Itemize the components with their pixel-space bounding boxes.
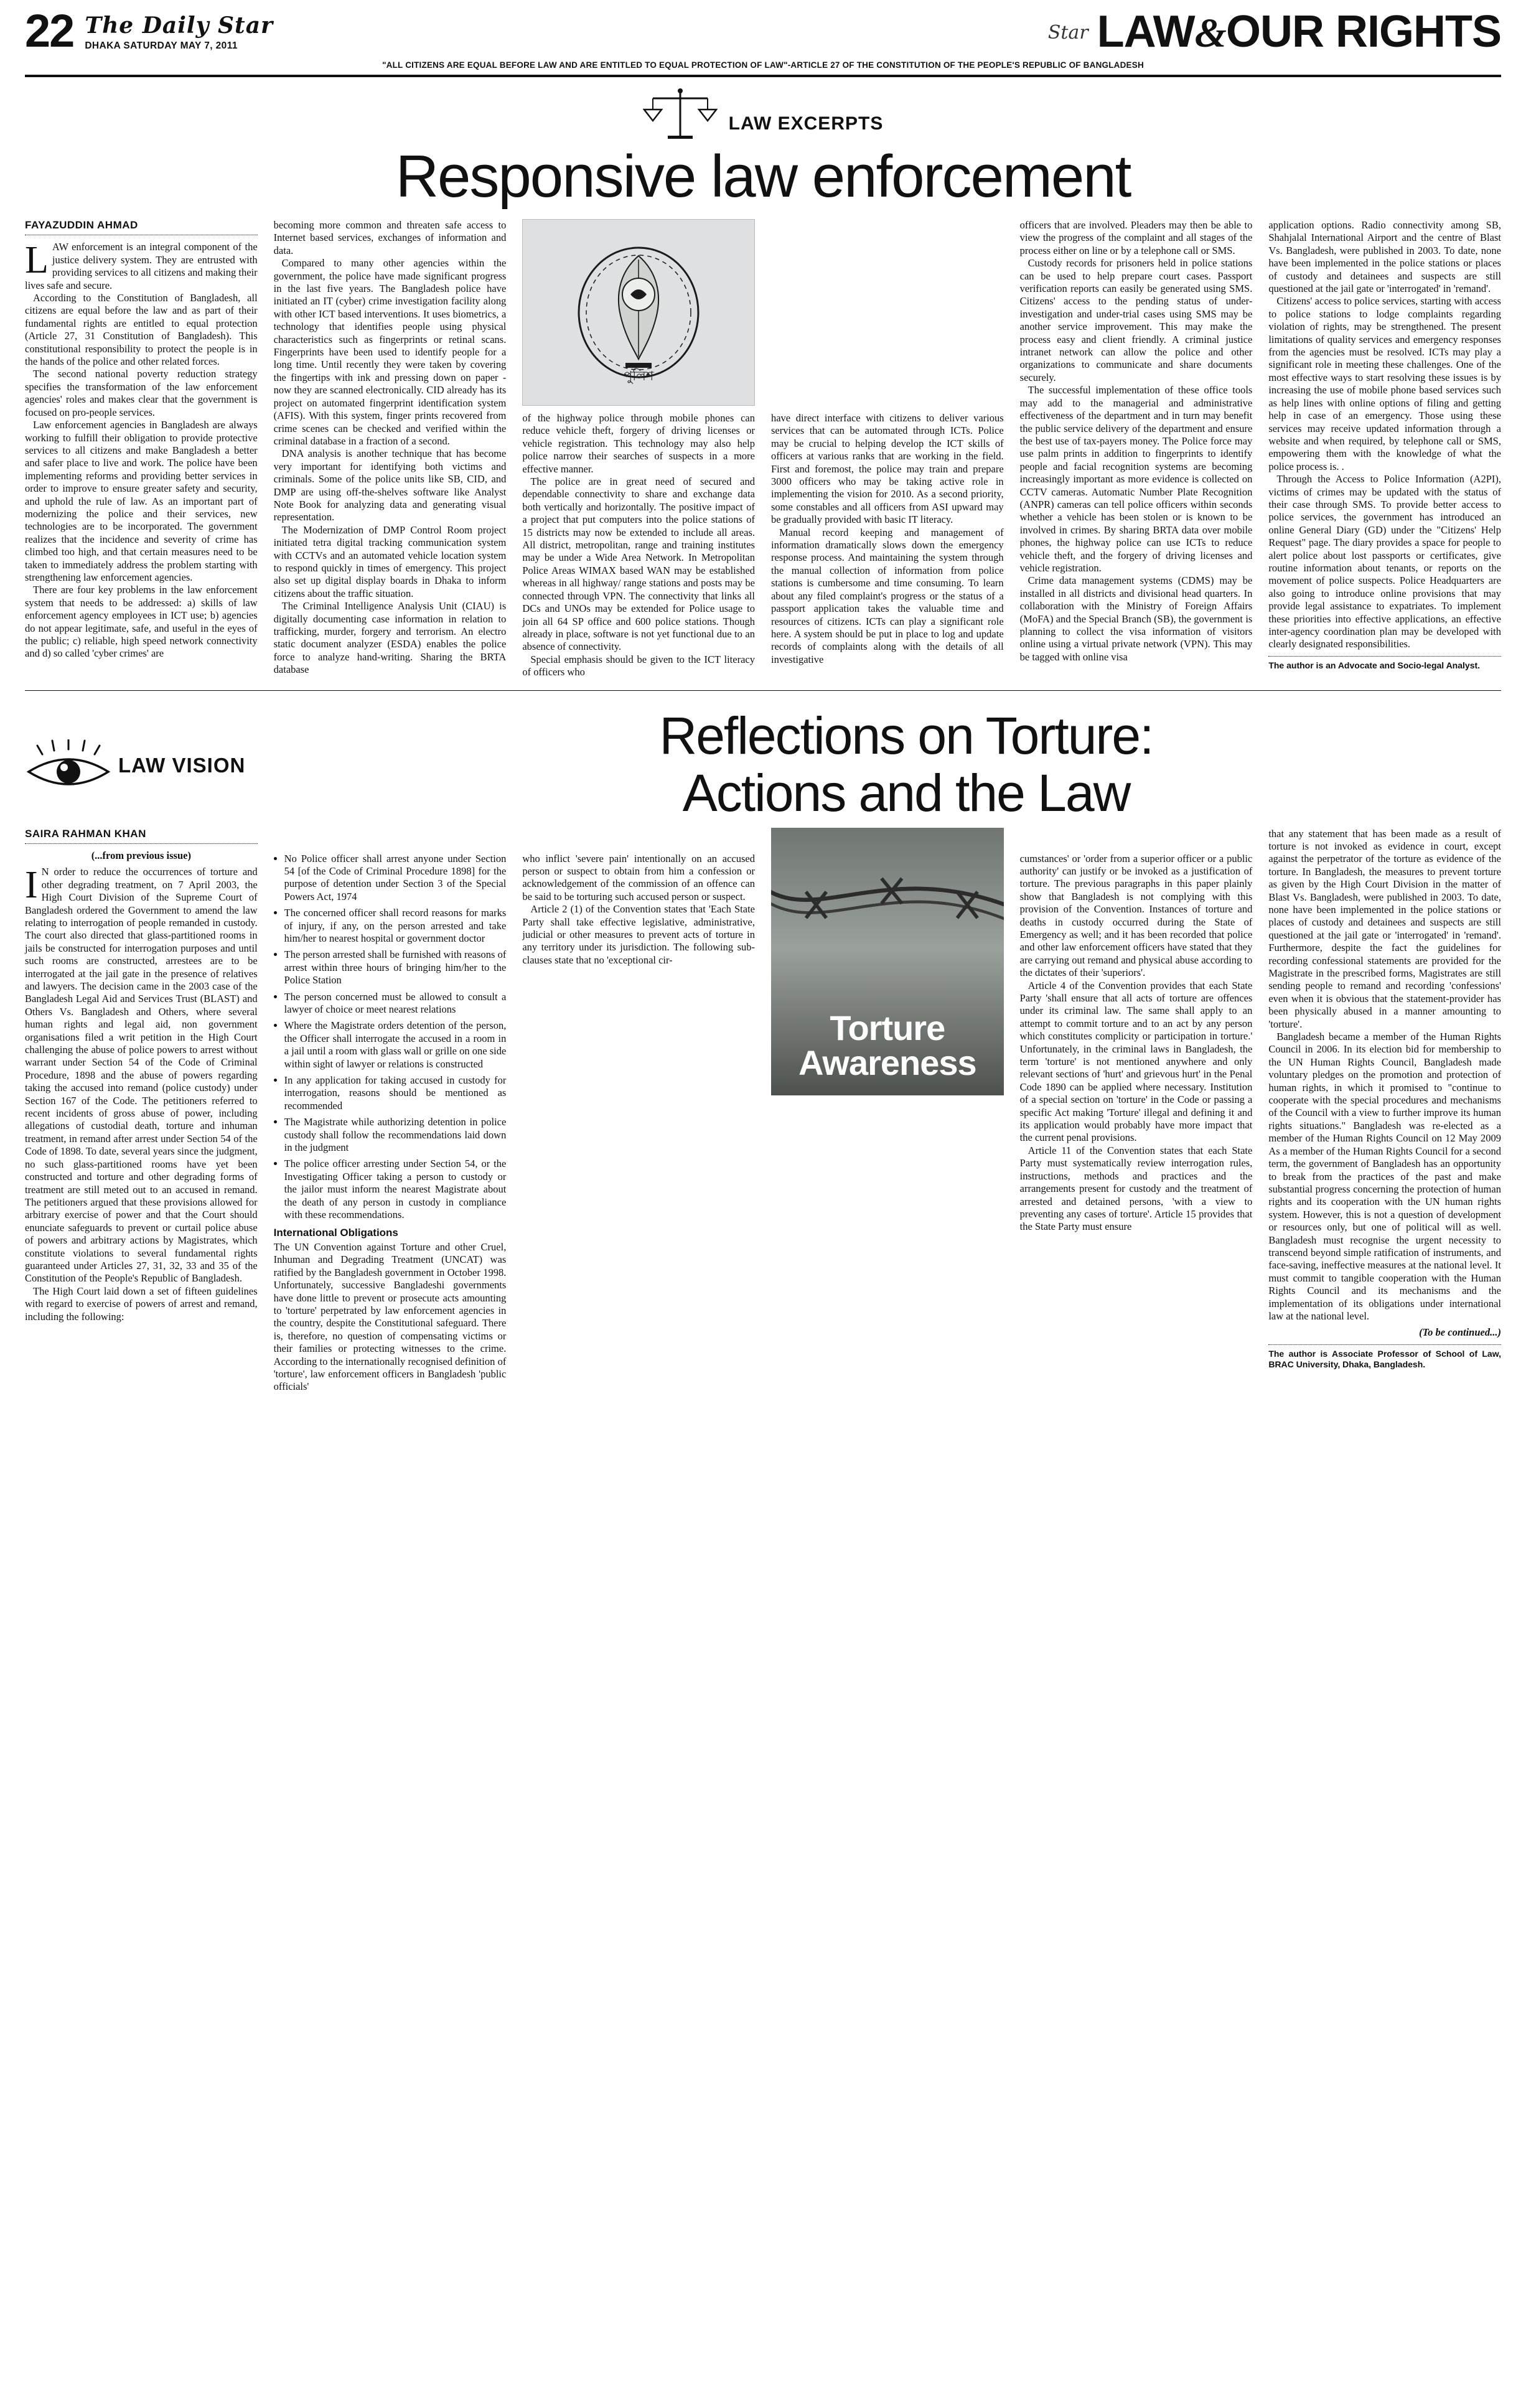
paragraph: The Criminal Intelligence Analysis Unit (CIAU) is digitally documenting case information in relation to trafficking, murder, forgery and terrorism. An electro static document analyzer (ESDA) enables the police force to analyze hand-writing. Sharing the BRTA database <box>273 600 507 676</box>
author-note: The author is Associate Professor of School of Law, BRAC University, Dhaka, Bangladesh. <box>1268 1344 1501 1370</box>
paragraph: Article 2 (1) of the Convention states that 'Each State Party shall take effective legislative, administrative, judicial or other measures to prevent acts of torture in any territory under its jurisdiction. The following sub-clauses state that no 'exceptional cir- <box>522 903 755 966</box>
paragraph: Citizens' access to police services, starting with access to police stations to lodge complaints regarding violation of rights, may be strengthened. The present limitations of quality services and emergency responses from the agencies must be resolved. ICTs may play a significant role in meeting these challenges. One of the most effective ways to start resolving these issues is by increasing the use of mobile phone based services such as help lines with online options of filing and getting help in case of an emergency. Those using these services may receive updated information through a website and when required, by telephone call or SMS, empowering them with the knowledge of what the police process is. . <box>1268 295 1501 472</box>
masthead <box>0 0 1526 57</box>
column-3 <box>522 219 755 679</box>
paragraph: that any statement that has been made as a result of torture is not invoked as evidence in court, except against the perpetrator of the torture as evidence of the torture. In Bangladesh, the measures to prevent torture as given by the High Court Division in the matter of Blast Vs. Bangladesh, were published in 2003. To date, none have been implemented in the police stations or places of custody and detainees and suspects are still questioned at the jail gate or 'interrogated' in 'remand'. Furthermore, despite the fact the guidelines for recording confessional statements are provided for the Magistrate in the prescribed forms, Magistrates are still sending people to remand and recording 'confessions' even when it is obvious that the statement-provider has been physically abused in a manner amounting to 'torture'. <box>1268 827 1501 1030</box>
paragraph: The police are in great need of secured and dependable connectivity to share and exchange data both vertically and horizontally. The positive impact of a project that put computers into the police stations of 15 districts may now be extended to include all areas. All district, metropolitan, range and training institutes may be under a Wide Area Network. In Metropolitan Police Areas WIMAX based WAN may be established whereas in all highway/ range stations and posts may be connected through VPN. The connectivity that links all DCs and UNOs may be extended for Police usage to join all 64 SP office and 600 police stations. Though already in place, software is not yet functional due to an absence of connectivity. <box>522 476 755 653</box>
paragraph: have direct interface with citizens to deliver various services that can be automated through ICTs. Police may be crucial to helping develop the ICT skills of officers at various ranks that are working in the field. First and foremost, the police may train and prepare 3000 officers who may be taking active role in implementing the vision for 2010. As a second priority, some constables and all officers from ASI upward may be gradually provided with basic IT literacy. <box>770 412 1004 526</box>
paragraph: becoming more common and threaten safe access to Internet based services, exchanges of information and data. <box>273 219 507 256</box>
list-item: • The Magistrate while authorizing detention in police custody shall follow the recommendations laid down in the judgment <box>284 1116 507 1154</box>
vision-column-4 <box>771 828 1004 1394</box>
masthead-left <box>25 5 273 57</box>
paragraph: The UN Convention against Torture and other Cruel, Inhuman and Degrading Treatment (UNCAT) was ratified by the Bangladesh government in October 1998. Unfortunately, successive Bangladeshi governments have done little to prevent or prosecute acts amounting to 'torture' perpetrated by law enforcement agencies in the country, despite the Constitutional safeguard. There is, therefore, no question of compensating victims or their families or protecting witnesses to the crime. According to the internationally recognised definition of 'torture', law enforcement officers in Bangladesh 'public officials' <box>273 1240 507 1393</box>
list-item: • No Police officer shall arrest anyone under Section 54 [of the Code of Criminal Procedure 1898] for the purpose of detention under Section 3 of the Special Powers Act, 1974 <box>284 853 507 904</box>
continued-note: (To be continued...) <box>1419 1326 1501 1339</box>
column-spacer <box>1020 828 1253 853</box>
law-vision-headline <box>349 707 1501 822</box>
torture-awareness-image <box>771 828 1004 1095</box>
vision-column-1 <box>25 828 258 1394</box>
paragraph: who inflict 'severe pain' intentionally on an accused person or suspect to obtain from him a confession or acknowledgement of the commission of an offence can be said to be torturing such accused person or suspect. <box>522 852 755 902</box>
paragraph: Manual record keeping and management of information dramatically slows down the emergency response process. And maintaining the system through the manual collection of information from police stations is cumbersome and time consuming. To learn about any filed complaint's progress or the status of a passport application takes the valuable time and resources of citizens. ICTs can play a significant role here. A system should be put in place to log and update records of complaints along with the details of all investigative <box>770 526 1004 665</box>
vision-column-3 <box>522 828 755 1394</box>
subheading-international-obligations: International Obligations <box>273 1226 398 1239</box>
from-previous-issue: (...from previous issue) <box>91 849 191 861</box>
list-item: • The person concerned must be allowed to consult a lawyer of choice or meet nearest relations <box>284 991 507 1016</box>
emblem-caption: পুলিশ <box>623 368 654 383</box>
image-spacer <box>771 219 1004 412</box>
law-excerpts-columns <box>0 219 1526 679</box>
section-title-amp: & <box>1194 11 1226 56</box>
paragraph: Custody records for prisoners held in police stations can be used to help prepare court cases. Passport verification reports can easily be generated using SMS. Citizens' access to the pending status of under-investigation and under-trial cases using SMS may be another service improvement. This may make the process easy and client friendly. A criminal justice intranet network can allow the police and other organizations to communicate and share documents securely. <box>1019 257 1253 383</box>
paragraph: The Modernization of DMP Control Room project initiated tetra digital tracking communication system with CCTVs and an automated vehicle location system to respond quickly in times of emergency. This project also set up digital display boards in Dhaka to inform citizens about the traffic situation. <box>273 523 507 599</box>
section-divider <box>25 690 1501 691</box>
column-spacer <box>274 828 507 853</box>
list-item: • The concerned officer shall record reasons for marks of injury, if any, on the person arrested and take him/her to nearest hospital or government doctor <box>284 907 507 945</box>
list-item: • In any application for taking accused in custody for interrogation, reasons should be mentioned as recommended <box>284 1074 507 1112</box>
guidelines-list <box>274 853 507 1222</box>
paper-date: DHAKA SATURDAY MAY 7, 2011 <box>85 40 238 51</box>
paragraph: Special emphasis should be given to the ICT literacy of officers who <box>522 653 755 678</box>
paragraph: IN order to reduce the occurrences of torture and other degrading treatment, on 7 April 2003, the High Court Division of the Supreme Court of Bangladesh ordered the Government to amend the law relating to interrogation of people remanded in custody. The court also directed that glass-partitioned rooms in jails be constructed for interrogation purposes and until such rooms are constructed, arrestees are to be interrogated at the jail gate in the presence of relatives and lawyers. The decision came in the 2003 case of the Bangladesh Legal Aid and Services Trust (BLAST) and Others Vs. Bangladesh and Others, where several human rights and legal aid, non government organisations filed a writ petition in the High Court challenging the abuse of police powers to arrest without warrant under Section 54 of the Code of Criminal Procedure, 1898 and the abuse of powers regarding taking the accused into remand (police custody) under Section 167 of the Code. The petitioners referred to recent incidents of gross abuse of power, including allegations of custodial death, torture and inhuman treatment, in remand after arrest under Section 54 of the Code of 1898. To date, several years since the judgment, no such glass-partitioned rooms have yet been constructed and torture and other degrading forms of treatment are still meted out to an accused in remand. The petitioners argued that these provisions allowed for arbitrary exercise of power and that the Court should enunciate safeguards to prevent or curtail police abuse of powers and arbitrary actions by Magistrates, which constitute violations to several fundamental rights guaranteed under Articles 27, 31, 32, 33 and 35 of the Constitution of the People's Republic of Bangladesh. <box>25 864 258 1285</box>
section-title <box>1097 7 1501 57</box>
paragraph: Compared to many other agencies within the government, the police have made significant progress in the last five years. The Bangladesh police have initiated an IT (cyber) crime investigation facility along with other ICT based interventions. It uses biometrics, a technology that identifies people using physical characteristics such as fingerprints or retinal scans. Fingerprints have been used to identify people for a long time. Until recently they were taken by covering the fingertips with ink and pressing down on paper - now they are scanned electronically. CID already has its project on automated fingerprint identification system (AFIS). With this system, finger prints recovered from crime scenes can be checked and verified within the criminal database in a fraction of a second. <box>273 257 507 447</box>
quote-text: "ALL CITIZENS ARE EQUAL BEFORE LAW AND ARE ENTITLED TO EQUAL PROTECTION OF LAW" <box>382 60 788 70</box>
headline-line-1: Reflections on Torture: <box>659 706 1153 765</box>
column-1 <box>25 219 258 679</box>
law-vision-columns <box>0 822 1526 1394</box>
vision-column-6 <box>1268 828 1501 1394</box>
author-note: The author is an Advocate and Socio-legal Analyst. <box>1268 656 1501 671</box>
paragraph: Article 11 of the Convention states that each State Party must systematically review interrogation rules, instructions, methods and practices and the arrangements present for custody and the treatment of arrested and detained persons, 'with a view to preventing any cases of torture'. Article 15 provides that the State Party must ensure <box>1019 1144 1253 1233</box>
byline: FAYAZUDDIN AHMAD <box>25 219 138 231</box>
scales-of-justice-icon <box>643 87 718 141</box>
paragraph: The High Court laid down a set of fifteen guidelines with regard to exercise of powers of arrest and remand, including the following: <box>25 1285 258 1323</box>
bangladesh-police-emblem-icon <box>561 235 716 390</box>
image-caption-line-2: Awareness <box>798 1042 976 1082</box>
image-caption-line-1: Torture <box>830 1008 945 1047</box>
constitution-quote <box>0 54 1526 75</box>
byline: SAIRA RAHMAN KHAN <box>25 827 146 840</box>
list-item: • Where the Magistrate orders detention of the person, the Officer shall interrogate the accused in a room in a jail until a room with glass wall or grille on one side within sight of lawyer or relations is constructed <box>284 1019 507 1070</box>
headline-line-2: Actions and the Law <box>682 763 1130 822</box>
paragraph: Through the Access to Police Information (A2PI), victims of crimes may be updated with the status of their case through SMS. To provide better access to police services, the government has introduced an online General Diary (GD) under the "Citizens' Help Request" page. The diary provides a space for people to alert police about lost passports or certificates, give routine information about tenants, or reports on the movement of police suspects. Police Headquarters are also going to introduce online provisions that may provide legal assistance to expatriates. To implement these priorities into effective applications, an effective inter-agency coordination plan may be developed with clearly designated responsibilities. <box>1268 473 1501 650</box>
section-title-law: LAW <box>1097 7 1195 57</box>
law-vision-header <box>0 707 1526 822</box>
paragraph: Article 4 of the Convention provides that each State Party 'shall ensure that all acts of torture are offences under its criminal law. The same shall apply to an attempt to commit torture and to an act by any person which constitutes complicity or participation in torture.' Unfortunately, in the criminal laws in Bangladesh, the term 'torture' is not mentioned anywhere and only relevant sections of 'hurt' and grievous hurt' in the Penal Code 1890 can be applied where necessary. Institution of a special section on 'torture' in the Code or passing a specific Act making 'Torture' illegal and defining it and its application would probably have more impact that the current penal provisions. <box>1019 979 1253 1144</box>
paragraph: LAW enforcement is an integral component of the justice delivery system. They are entrusted with providing services to all citizens and making their lives safe and secure. <box>25 239 258 291</box>
page-number: 22 <box>25 5 74 57</box>
paragraph: Crime data management systems (CDMS) may be installed in all districts and divisional head quarters. In collaboration with the Ministry of Foreign Affairs (MoFA) and the Special Branch (SB), the government is planning to collect the visa information of visitors online using a virtual private network (VPN). This may be tagged with online visa <box>1019 574 1253 663</box>
column-2 <box>274 219 507 679</box>
masthead-right <box>1047 7 1501 57</box>
vision-column-2 <box>274 828 507 1394</box>
paragraph: of the highway police through mobile phones can reduce vehicle theft, forgery of driving licenses or vehicle registration. This technology may also help police narrow their searches of suspects in a more effective manner. <box>522 412 755 475</box>
image-caption <box>798 1008 976 1082</box>
byline-divider <box>25 843 258 844</box>
column-5 <box>1020 219 1253 679</box>
column-6 <box>1268 219 1501 679</box>
paragraph: The successful implementation of these office tools may add to the managerial and administrative effectiveness of the department and in turn may benefit the public service delivery of the department and ensure the best use of tax-payers money. The Police force may use palm prints in addition to fingerprints to identify people and facial recognition systems are becoming increasingly important as more evidence is collected on CCTV cameras. Automatic Number Plate Recognition (ANPR) cameras can tell police officers within seconds whether a vehicle has been stolen or is known to be involved in crimes. By sharing BRTA data over mobile phones, the highway police can use ICTs to reduce vehicle theft, and the forgery of driving licenses and vehicle registration. <box>1019 384 1253 574</box>
masthead-rule <box>25 75 1501 77</box>
section-title-rights: OUR RIGHTS <box>1225 7 1501 57</box>
star-logo-icon: Star <box>1047 21 1088 44</box>
police-emblem-image <box>522 219 755 406</box>
paragraph: There are four key problems in the law enforcement system that needs to be addressed: a) skills of law enforcement agency employees in ICT use; b) agencies do not appear legitimate, safe, and useful in the eyes of the public; c) reliable, high speed network connectivity and d) so called 'cyber crimes' are <box>25 584 258 660</box>
list-item: • The police officer arresting under Section 54, or the Investigating Officer taking a person to custody or the jailor must inform the nearest Magistrate about the death of any person in custody in compliance with these recommendations. <box>284 1158 507 1221</box>
paragraph: DNA analysis is another technique that has become very important for identifying both victims and criminals. Some of the police units like SB, CID, and DMP are using off-the-shelves software like Analyst Note Book for analyzing data and generating visual representation. <box>273 447 507 523</box>
paragraph: application options. Radio connectivity among SB, Shahjalal International Airport and the centre of Blast Vs. Bangladesh, were published in 2003. To date, none have been implemented in the police stations or places of custody and detainees and suspects are still questioned at the jail gate or 'interrogated' in 'remand'. <box>1268 219 1501 295</box>
quote-source: -ARTICLE 27 OF THE CONSTITUTION OF THE PEOPLE'S REPUBLIC OF BANGLADESH <box>787 60 1144 70</box>
eye-icon <box>25 739 112 792</box>
law-vision-label: LAW VISION <box>118 753 246 777</box>
paper-identity <box>85 11 273 52</box>
column-4 <box>771 219 1004 679</box>
paper-name: The Daily Star <box>85 12 273 39</box>
paragraph: The second national poverty reduction strategy specifies the transformation of the law enforcement agencies' roles and makes clear that the government is focused on pro-people services. <box>25 368 258 418</box>
article-headline: Responsive law enforcement <box>395 143 1131 210</box>
law-vision-badge <box>25 707 349 792</box>
list-item: • The person arrested shall be furnished with reasons of arrest within three hours of bringing him/her to the Police Station <box>284 949 507 986</box>
law-vision-section <box>0 707 1526 1394</box>
column-spacer <box>522 828 755 853</box>
paragraph: According to the Constitution of Bangladesh, all citizens are equal before the law and as part of their fundamental rights are entitled to equal protection (Article 27, 31 Constitution of Bangladesh). This constitutional responsibility to protect the people is in the hands of the police and other related forces. <box>25 292 258 368</box>
paragraph: cumstances' or 'order from a superior officer or a public authority' can justify or be invoked as a justification of torture. The previous paragraphs in this paper plainly show that Bangladesh is not complying with this provision of the Convention. Instances of torture and deaths in custody occurred during the State of Emergency as well; and it has been recorded that police and other law enforcement officers have stated that they are carrying out remand and physical abuse according to the dictates of their 'superiors'. <box>1019 852 1253 979</box>
vision-column-5 <box>1020 828 1253 1394</box>
paragraph: Bangladesh became a member of the Human Rights Council in 2006. In its election bid for membership to the UN Human Rights Council, Bangladesh made voluntary pledges on the promotion and protection of human rights, in which it promised to "continue to cooperate with the special procedures and mechanisms of the Council with a view to further improve its human rights situations." Bangladesh was re-elected as a member of the Human Rights Council on 12 May 2009 As a member of the Human Rights Council for a second term, the government of Bangladesh has an opportunity to break from the practices of the past and make substantial progress concerning the protection of human rights and its cooperation with the UN human rights system. However, this is not a question of development or resources only, but one of political will as well. Bangladesh must recognise the urgent necessity to transcend beyond simple ratification of instruments, and face-saving, ineffective measures at the national level. It must commit to tangible cooperation with the Human Rights Council and its mechanisms and the implementation of its obligations under international law at the national level. <box>1268 1031 1501 1322</box>
paragraph: Law enforcement agencies in Bangladesh are always working to fulfill their obligation to provide protective services to all citizens and make Bangladesh a better and safer place to live and work. The police have been implementing reforms and providing better services in order to improve to ensure greater safety and security, and uphold the rule of law. As an important part of modernizing the police and their services, new technologies are to be incorporated. The government realizes that the incidence and severity of crime has climbed too high, and that certain measures need to be taken to immediately address the problem starting with strengthening law enforcement agencies. <box>25 419 258 583</box>
law-excerpts-label: LAW EXCERPTS <box>728 113 884 134</box>
paragraph: officers that are involved. Pleaders may then be able to view the progress of the complaint and all stages of the process either on line or by a telephone call or SMS. <box>1019 219 1253 256</box>
law-excerpts-band <box>0 87 1526 141</box>
